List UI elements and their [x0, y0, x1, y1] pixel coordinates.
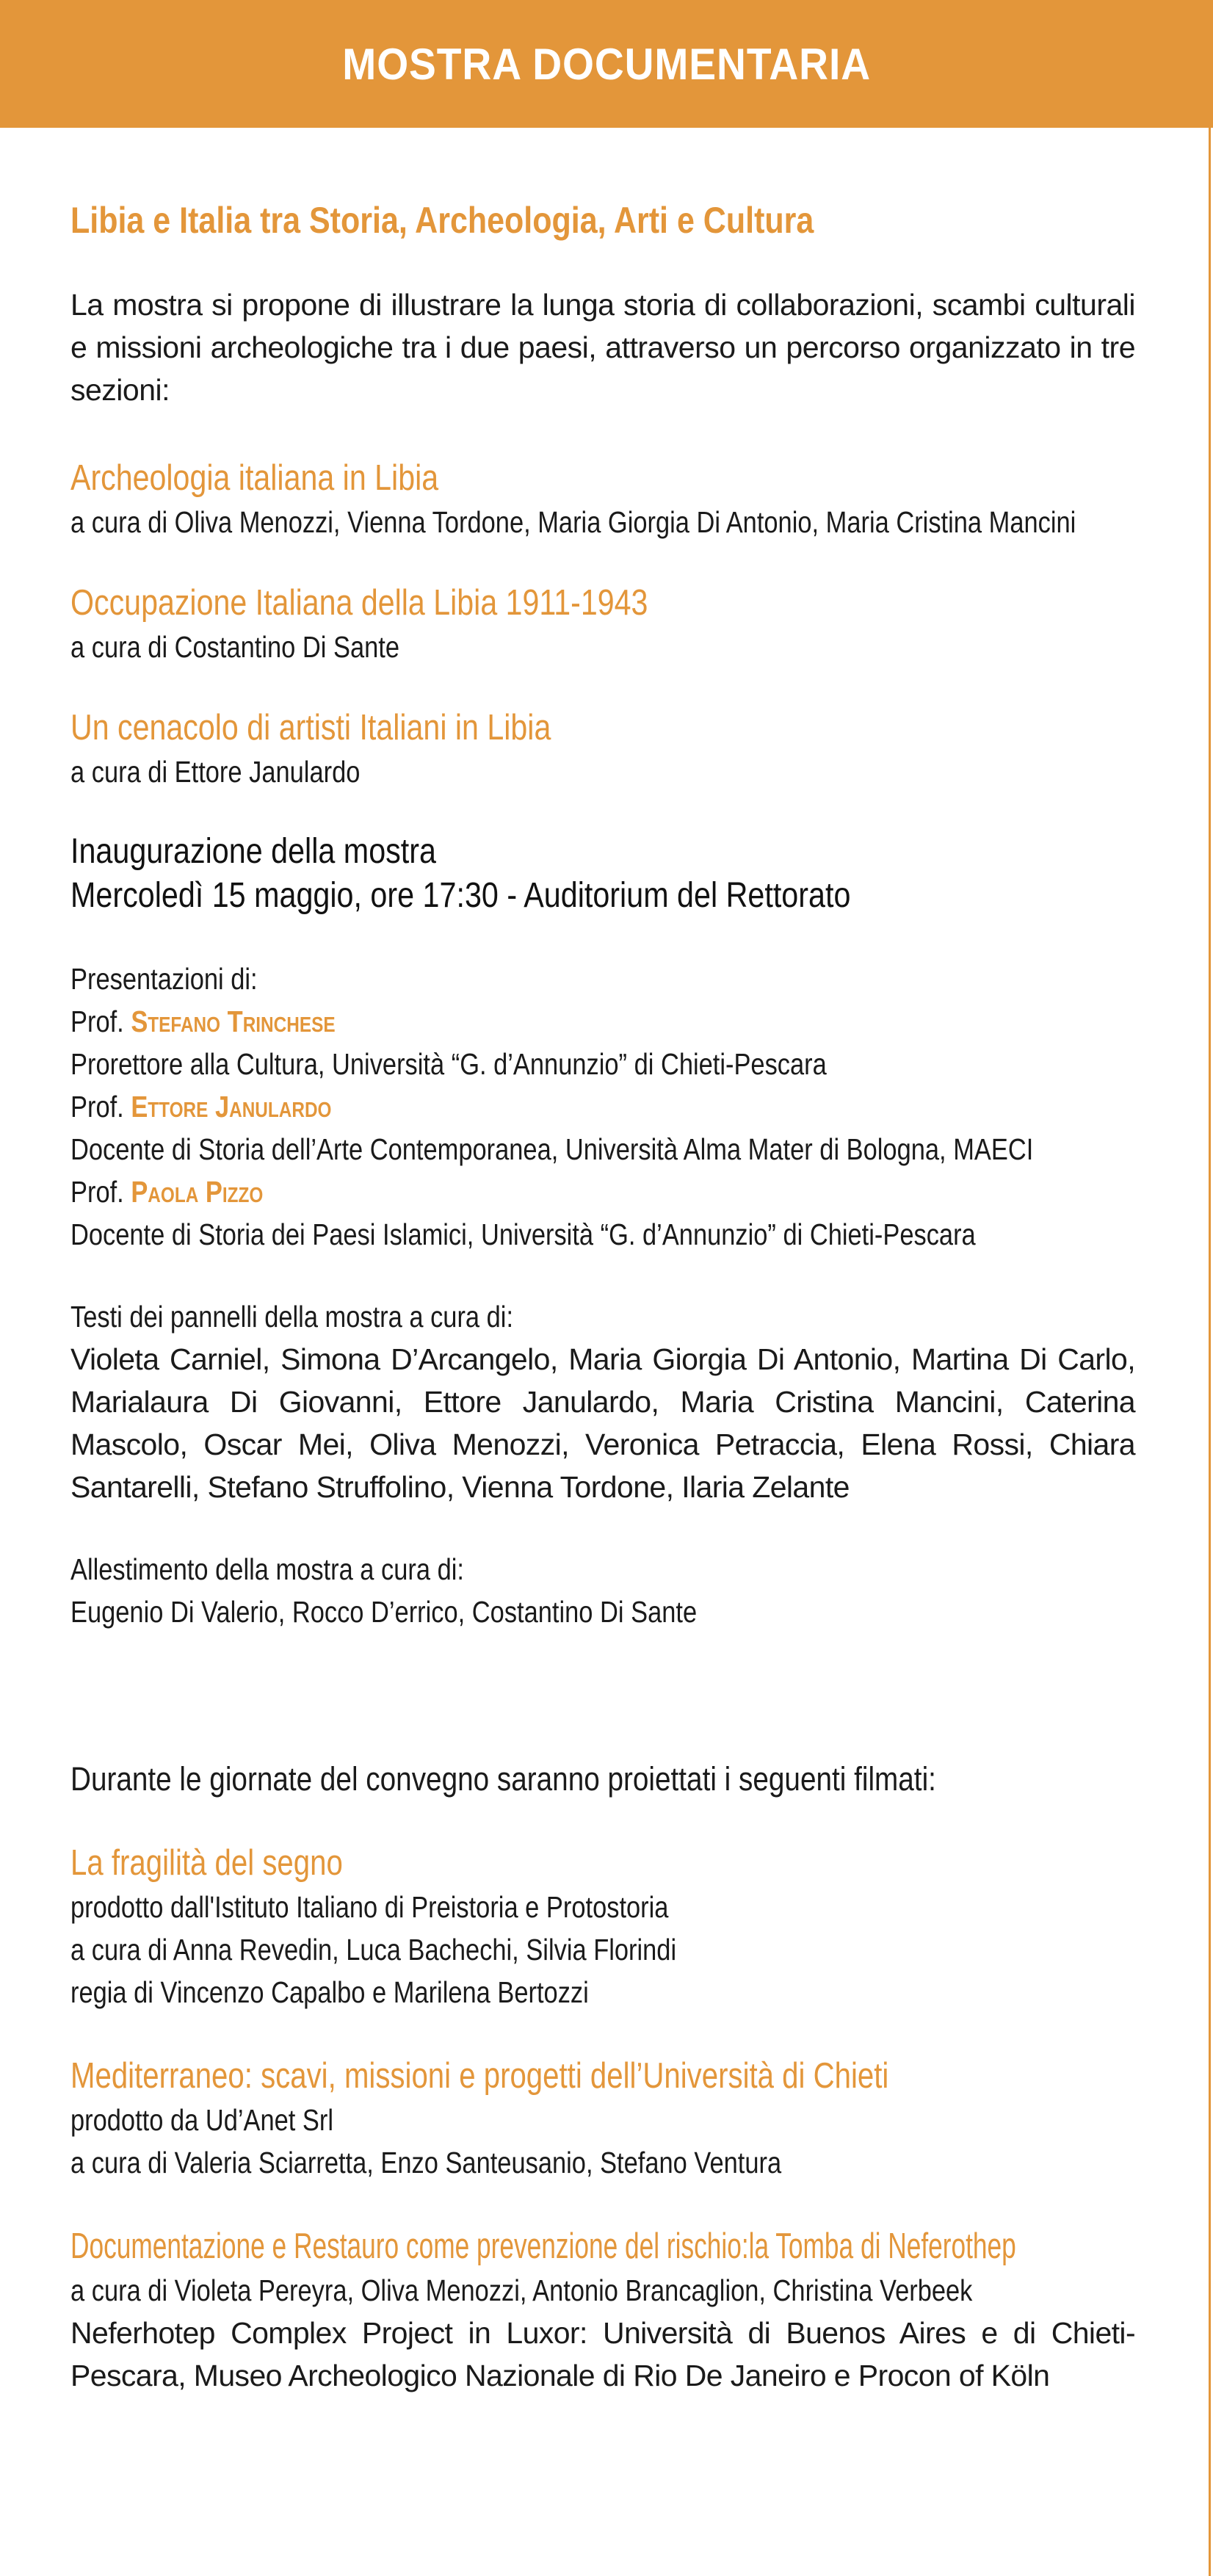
setup-label-text: Allestimento della mostra a cura di: [70, 1552, 464, 1586]
film-line [70, 2269, 1135, 2312]
header-title: MOSTRA DOCUMENTARIA [342, 39, 871, 89]
speaker-prefix: Prof. [70, 1005, 124, 1038]
film-title [70, 2224, 1135, 2269]
film-item [70, 1840, 1135, 2014]
content [70, 198, 1135, 2436]
setup-label [70, 1548, 1135, 1591]
inauguration-line-2-text: Mercoledì 15 maggio, ore 17:30 - Auditorium del Rettorato [70, 876, 851, 915]
film-line-text: prodotto dall'Istituto Italiano di Preistoria e Protostoria [70, 1890, 669, 1924]
speaker-name: Paola Pizzo [131, 1175, 264, 1209]
film-title [70, 1840, 1135, 1886]
film-line-text: a cura di Violeta Pereyra, Oliva Menozzi, Antonio Brancaglion, Christina Verbeek [70, 2273, 973, 2307]
section-curators-text: a cura di Costantino Di Sante [70, 630, 399, 664]
speaker-role-text: Docente di Storia dell’Arte Contemporanea, Università Alma Mater di Bologna, MAECI [70, 1132, 1034, 1166]
section-curators [70, 750, 1135, 793]
section-curators-text: a cura di Oliva Menozzi, Vienna Tordone, Maria Giorgia Di Antonio, Maria Cristina Mancini [70, 505, 1076, 539]
section-archeologia [70, 455, 1135, 543]
film-title [70, 2053, 1135, 2099]
section-title-text: Archeologia italiana in Libia [70, 458, 439, 498]
panels-names: Violeta Carniel, Simona D’Arcangelo, Maria Giorgia Di Antonio, Martina Di Carlo, Marialaura Di Giovanni, Ettore Janulardo, Maria Cristina Mancini, Caterina Mascolo, Oscar Mei, Oliva Menozzi, Veronica Petraccia, Elena Rossi, Chiara Santarelli, Stefano Struffolino, Vienna Tordone, Ilaria Zelante [70, 1342, 1135, 1504]
speaker-name: Ettore Janulardo [131, 1090, 332, 1124]
speaker-name-line [70, 1085, 1135, 1128]
inauguration-line-1-text: Inaugurazione della mostra [70, 832, 436, 871]
presentations-label [70, 958, 1135, 1000]
panels-credits [70, 1295, 1135, 1508]
speaker-role [70, 1128, 1135, 1171]
film-item [70, 2053, 1135, 2184]
section-title [70, 580, 1135, 626]
section-title-text: Un cenacolo di artisti Italiani in Libia [70, 708, 551, 748]
film-title-text: Documentazione e Restauro come prevenzione del rischio:la Tomba di Neferothep [70, 2226, 1016, 2266]
film-title-text: La fragilità del segno [70, 1843, 343, 1883]
film-line-text: a cura di Anna Revedin, Luca Bachechi, Silvia Florindi [70, 1933, 677, 1967]
section-curators [70, 626, 1135, 668]
section-curators-text: a cura di Ettore Janulardo [70, 755, 361, 789]
film-line-text: a cura di Valeria Sciarretta, Enzo Santeusanio, Stefano Ventura [70, 2146, 782, 2179]
setup-names-text: Eugenio Di Valerio, Rocco D’errico, Costantino Di Sante [70, 1595, 698, 1629]
film-line [70, 1971, 1135, 2014]
presentations-label-text: Presentazioni di: [70, 962, 258, 996]
speaker-name-line [70, 1000, 1135, 1043]
panels-label [70, 1295, 1135, 1338]
inauguration [70, 830, 1135, 918]
speaker-name-line [70, 1171, 1135, 1213]
film-line [70, 1886, 1135, 1928]
exhibition-intro: La mostra si propone di illustrare la lunga storia di collaborazioni, scambi culturali e missioni archeologiche tra i due paesi, attraverso un percorso organizzato in tre sezioni: [70, 288, 1135, 407]
section-curators [70, 501, 1135, 543]
section-occupazione [70, 580, 1135, 668]
section-cenacolo [70, 705, 1135, 793]
exhibition-title [70, 198, 1135, 242]
speaker-role [70, 1213, 1135, 1256]
film-line [70, 1928, 1135, 1971]
speaker-prefix: Prof. [70, 1090, 124, 1124]
films-intro-text: Durante le giornate del convegno saranno proiettati i seguenti filmati: [70, 1760, 936, 1798]
setup-credits [70, 1548, 1135, 1633]
speaker-role-text: Prorettore alla Cultura, Università “G. d’Annunzio” di Chieti-Pescara [70, 1047, 827, 1081]
inauguration-line-2 [70, 874, 1135, 918]
section-title [70, 455, 1135, 501]
film-item [70, 2224, 1135, 2397]
film-line-text: prodotto da Ud’Anet Srl [70, 2103, 334, 2137]
section-title-text: Occupazione Italiana della Libia 1911-1943 [70, 583, 648, 623]
speaker-role-text: Docente di Storia dei Paesi Islamici, Università “G. d’Annunzio” di Chieti-Pescara [70, 1218, 976, 1251]
film-title-text: Mediterraneo: scavi, missioni e progetti dell’Università di Chieti [70, 2056, 889, 2096]
exhibition-title-text: Libia e Italia tra Storia, Archeologia, Arti e Cultura [70, 200, 814, 241]
section-title [70, 705, 1135, 750]
inauguration-line-1 [70, 830, 1135, 874]
speaker-prefix: Prof. [70, 1175, 124, 1209]
film-note: Neferhotep Complex Project in Luxor: Università di Buenos Aires e di Chieti-Pescara, Museo Archeologico Nazionale di Rio De Janeiro e Procon of Köln [70, 2316, 1135, 2392]
films-intro [70, 1758, 1135, 1801]
setup-names [70, 1591, 1135, 1633]
panels-label-text: Testi dei pannelli della mostra a cura di: [70, 1300, 514, 1334]
speaker-role [70, 1043, 1135, 1085]
header-band [0, 0, 1213, 128]
film-line-text: regia di Vincenzo Capalbo e Marilena Bertozzi [70, 1975, 589, 2009]
film-line [70, 2099, 1135, 2141]
speaker-name: Stefano Trinchese [131, 1005, 336, 1038]
film-line [70, 2141, 1135, 2184]
right-edge-rule [1209, 0, 1211, 2576]
presentations [70, 958, 1135, 1256]
